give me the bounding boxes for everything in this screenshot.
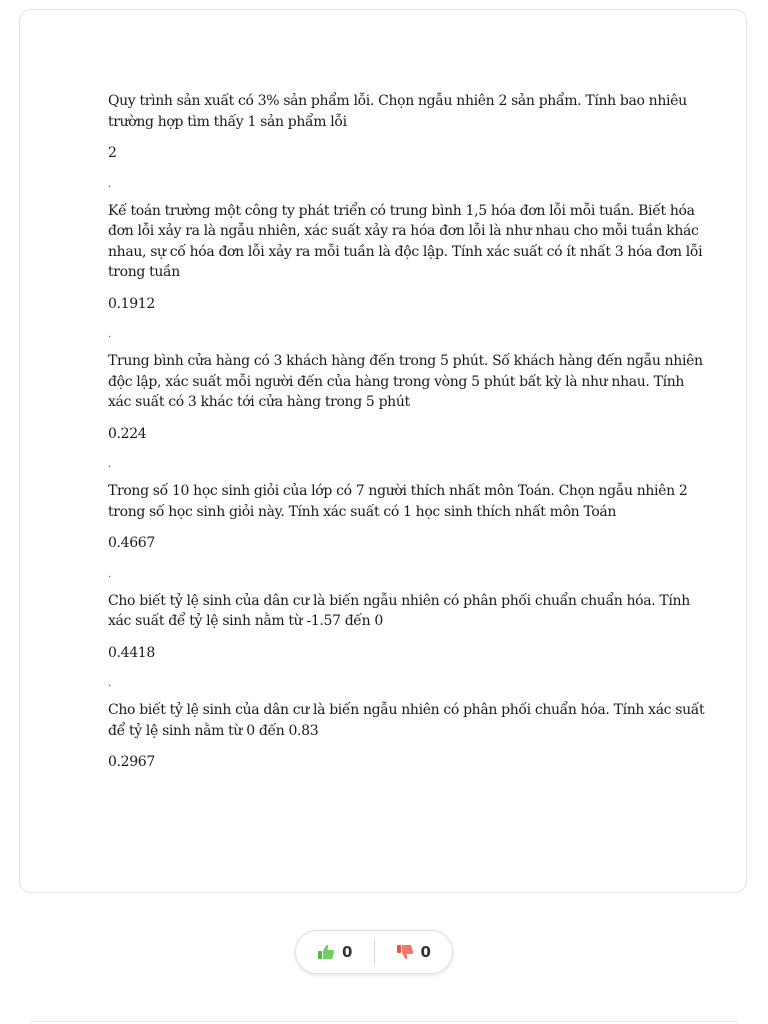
thumbs-up-icon [317,944,335,960]
qa-item [108,591,708,701]
question-text: Cho biết tỷ lệ sinh của dân cư là biến ngẫu nhiên có phân phối chuẩn chuẩn hóa. Tính xác suất để tỷ lệ sinh nằm từ -1.57 đến 0 [108,592,690,629]
content-card [19,9,747,893]
separator-dot: . [108,178,111,190]
qa-item [108,481,708,591]
answer-text: 0.224 [108,425,147,442]
answer-text: 0.4418 [108,644,155,661]
divider [30,1021,738,1022]
question-text: Trong số 10 học sinh giỏi của lớp có 7 người thích nhất môn Toán. Chọn ngẫu nhiên 2 trong số học sinh giỏi này. Tính xác suất có 1 học sinh thích nhất môn Toán [108,483,688,520]
like-count: 0 [342,943,353,961]
like-button[interactable] [296,931,374,973]
answer-text: 0.4667 [108,535,155,551]
thumbs-down-icon [396,944,414,960]
vote-bar [295,930,453,974]
qa-item [108,91,708,201]
separator-dot: . [108,568,111,580]
separator-dot: . [108,329,111,340]
dislike-button[interactable] [375,931,453,973]
answer-text: 2 [108,145,117,161]
question-text: Cho biết tỷ lệ sinh của dân cư là biến ngẫu nhiên có phân phối chuẩn hóa. Tính xác suất để tỷ lệ sinh nằm từ 0 đến 0.83 [108,702,705,739]
qa-list [108,91,708,773]
qa-item [108,351,708,481]
qa-item [108,700,708,773]
question-text: Kế toán trường một công ty phát triển có trung bình 1,5 hóa đơn lỗi mỗi tuần. Biết hóa đơn lỗi xảy ra là ngẫu nhiên, xác suất xảy ra hóa đơn lỗi là như nhau cho mỗi tuần khác nhau, sự cố hóa đơn lỗi xảy ra mỗi tuần là độc lập. Tính xác suất có ít nhất 3 hóa đơn lỗi trong tuần [108,202,703,280]
separator-dot: . [108,459,111,470]
dislike-count: 0 [420,943,431,961]
answer-text: 0.1912 [108,295,155,312]
qa-item [108,201,708,352]
answer-text: 0.2967 [108,754,155,770]
question-text: Quy trình sản xuất có 3% sản phẩm lỗi. Chọn ngẫu nhiên 2 sản phẩm. Tính bao nhiêu trường hợp tìm thấy 1 sản phẩm lỗi [108,93,687,130]
separator-dot: . [108,678,111,689]
question-text: Trung bình cửa hàng có 3 khách hàng đến trong 5 phút. Số khách hàng đến ngẫu nhiên độc lập, xác suất mỗi người đến của hàng trong vòng 5 phút bất kỳ là như nhau. Tính xác suất có 3 khác tới cửa hàng trong 5 phút [108,353,703,410]
